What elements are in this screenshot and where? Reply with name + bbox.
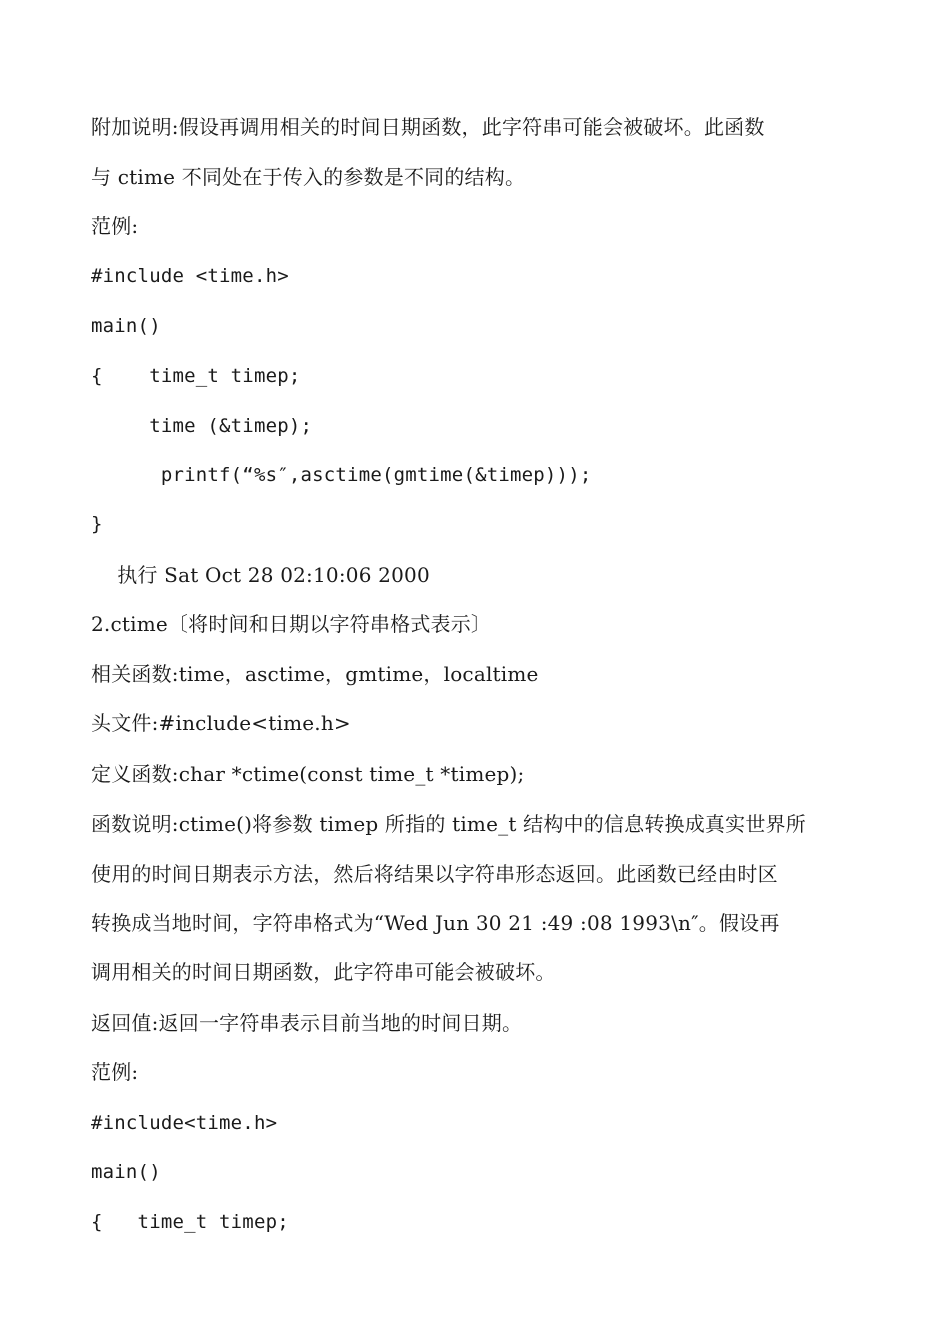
code-line-time: time (&timep);	[91, 415, 313, 437]
code-line-main: main()	[91, 315, 161, 337]
code-line-close: }	[91, 513, 103, 535]
note-line-1: 附加说明:假设再调用相关的时间日期函数，此字符串可能会被破坏。此函数	[91, 115, 765, 139]
execution-output: 执行 Sat Oct 28 02:10:06 2000	[91, 563, 430, 587]
return-value: 返回值:返回一字符串表示目前当地的时间日期。	[91, 1011, 523, 1035]
related-functions: 相关函数:time，asctime，gmtime，localtime	[91, 662, 539, 686]
description-line-4: 调用相关的时间日期函数，此字符串可能会被破坏。	[91, 960, 556, 984]
section-heading-ctime: 2.ctime〔将时间和日期以字符串格式表示〕	[91, 612, 492, 636]
note-line-2: 与 ctime 不同处在于传入的参数是不同的结构。	[91, 165, 526, 189]
description-line-1: 函数说明:ctime()将参数 timep 所指的 time_t 结构中的信息转换成真实世界所	[91, 812, 806, 836]
description-line-2: 使用的时间日期表示方法，然后将结果以字符串形态返回。此函数已经由时区	[91, 862, 778, 886]
code-line-decl-2: { time_t timep;	[91, 1211, 289, 1233]
description-line-3: 转换成当地时间，字符串格式为“Wed Jun 30 21 :49 :08 1993\n″。假设再	[91, 911, 780, 935]
code-line-printf: printf(“%s″,asctime(gmtime(&timep)));	[91, 464, 592, 486]
code-line-include-2: #include<time.h>	[91, 1112, 278, 1134]
header-file: 头文件:#include<time.h>	[91, 711, 351, 735]
example-heading-2: 范例:	[91, 1060, 139, 1084]
function-definition: 定义函数:char *ctime(const time_t *timep);	[91, 762, 525, 786]
code-line-main-2: main()	[91, 1161, 161, 1183]
code-line-decl: { time_t timep;	[91, 365, 301, 387]
example-heading: 范例:	[91, 214, 139, 238]
code-line-include: #include <time.h>	[91, 265, 289, 287]
